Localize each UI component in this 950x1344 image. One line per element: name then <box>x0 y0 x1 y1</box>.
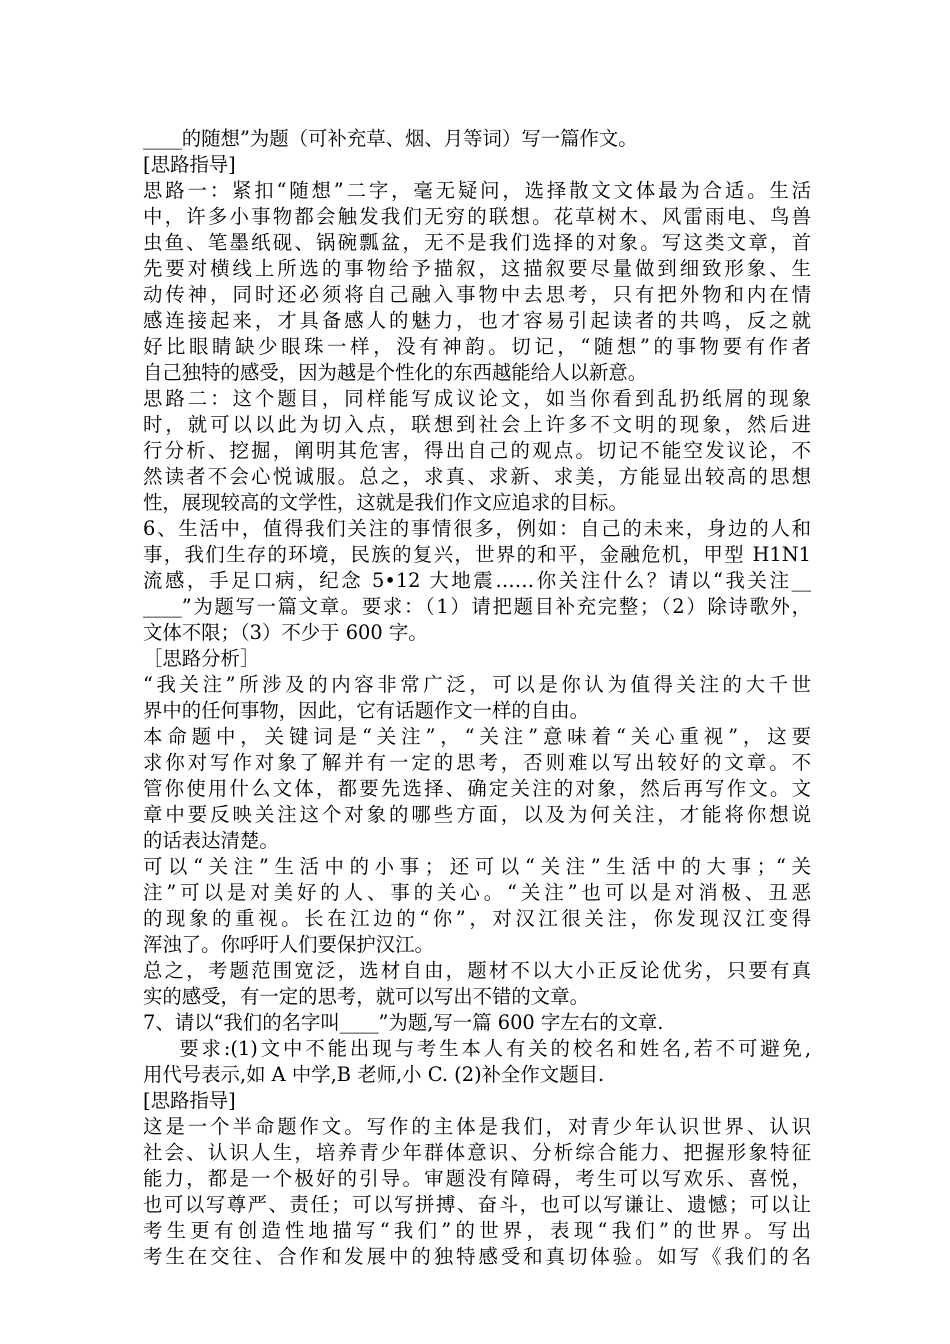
text-line: 考生在交往、合作和发展中的独特感受和真切体验。如写《我们的名 <box>143 1245 811 1268</box>
text-line: 7、请以“我们的名字叫____”为题,写一篇 600 字左右的文章. <box>143 1011 664 1034</box>
text-line: 自己独特的感受，因为越是个性化的东西越能给人以新意。 <box>143 361 648 384</box>
text-line: 注”可以是对美好的人、事的关心。“关注”也可以是对消极、丑恶 <box>143 881 811 904</box>
text-line: 的现象的重视。长在江边的“你”，对汉江很关注，你发现汉江变得 <box>143 907 811 930</box>
text-line: 中，许多小事物都会触发我们无穷的联想。花草树木、风雷雨电、鸟兽 <box>143 205 811 228</box>
text-line: 的话表达清楚。 <box>143 829 279 852</box>
text-line: 求你对写作对象了解并有一定的思考，否则难以写出较好的文章。不 <box>143 751 811 774</box>
text-line: 章中要反映关注这个对象的哪些方面，以及为何关注，才能将你想说 <box>143 803 811 826</box>
text-line: ____”为题写一篇文章。要求：（1）请把题目补充完整；（2）除诗歌外， <box>143 595 811 618</box>
text-line: “我关注”所涉及的内容非常广泛，可以是你认为值得关注的大千世 <box>143 673 811 696</box>
text-line: 总之，考题范围宽泛，选材自由，题材不以大小正反论优劣，只要有真 <box>143 959 811 982</box>
text-line: 时，就可以以此为切入点，联想到社会上许多不文明的现象，然后进 <box>143 413 811 436</box>
text-line: 思路一：紧扣“随想”二字，毫无疑问，选择散文文体最为合适。生活 <box>143 179 811 202</box>
text-line: 可以“关注”生活中的小事；还可以“关注”生活中的大事；“关 <box>143 855 811 878</box>
text-line: [思路指导] <box>143 1089 236 1112</box>
text-line: 能力，都是一个极好的引导。审题没有障碍，考生可以写欢乐、喜悦， <box>143 1167 811 1190</box>
text-line: ____的随想”为题（可补充草、烟、月等词）写一篇作文。 <box>143 127 638 150</box>
text-line: [思路指导] <box>143 153 236 176</box>
text-line: 思路二：这个题目，同样能写成议论文，如当你看到乱扔纸屑的现象 <box>143 387 811 410</box>
text-line: 动传神，同时还必须将自己融入事物中去思考，只有把外物和内在情 <box>143 283 811 306</box>
document-page <box>143 126 811 1270</box>
text-line: 这是一个半命题作文。写作的主体是我们，对青少年认识世界、认识 <box>143 1115 811 1138</box>
text-line: 感连接起来，才具备感人的魅力，也才容易引起读者的共鸣，反之就 <box>143 309 811 332</box>
text-line: 实的感受，有一定的思考，就可以写出不错的文章。 <box>143 985 589 1008</box>
text-line: 社会、认识人生，培养青少年群体意识、分析综合能力、把握形象特征 <box>143 1141 811 1164</box>
text-line: 要求:(1)文中不能出现与考生本人有关的校名和姓名,若不可避免, <box>143 1037 811 1060</box>
text-line: 虫鱼、笔墨纸砚、锅碗瓢盆，无不是我们选择的对象。写这类文章，首 <box>143 231 811 254</box>
text-line: 界中的任何事物，因此，它有话题作文一样的自由。 <box>143 699 589 722</box>
text-line: 好比眼睛缺少眼珠一样，没有神韵。切记，“随想”的事物要有作者 <box>143 335 811 358</box>
text-line: 考生更有创造性地描写“我们”的世界，表现“我们”的世界。写出 <box>143 1219 811 1242</box>
text-line: 然读者不会心悦诚服。总之，求真、求新、求美，方能显出较高的思想 <box>143 465 811 488</box>
text-line: 6、生活中，值得我们关注的事情很多，例如：自己的未来，身边的人和 <box>143 517 811 540</box>
text-line: 用代号表示,如 A 中学,B 老师,小 C. (2)补全作文题目. <box>143 1063 605 1086</box>
text-line: 性，展现较高的文学性，这就是我们作文应追求的目标。 <box>143 491 628 514</box>
text-line: 也可以写尊严、责任；可以写拼搏、奋斗，也可以写谦让、遗憾；可以让 <box>143 1193 811 1216</box>
text-line: 先要对横线上所选的事物给予描叙，这描叙要尽量做到细致形象、生 <box>143 257 811 280</box>
text-line: 事，我们生存的环境，民族的复兴，世界的和平，金融危机，甲型 H1N1 <box>143 543 811 566</box>
text-line: 浑浊了。你呼吁人们要保护汉江。 <box>143 933 434 956</box>
text-line: 流感，手足口病，纪念 5•12 大地震……你关注什么？请以“我关注__ <box>143 569 811 592</box>
text-line: 文体不限；（3）不少于 600 字。 <box>143 621 428 644</box>
text-line: 本命题中，关键词是“关注”，“关注”意味着“关心重视”，这要 <box>143 725 811 748</box>
text-line: 管你使用什么文体，都要先选择、确定关注的对象，然后再写作文。文 <box>143 777 811 800</box>
text-line: 行分析、挖掘，阐明其危害，得出自己的观点。切记不能空发议论，不 <box>143 439 811 462</box>
text-line: ［思路分析］ <box>143 647 260 670</box>
